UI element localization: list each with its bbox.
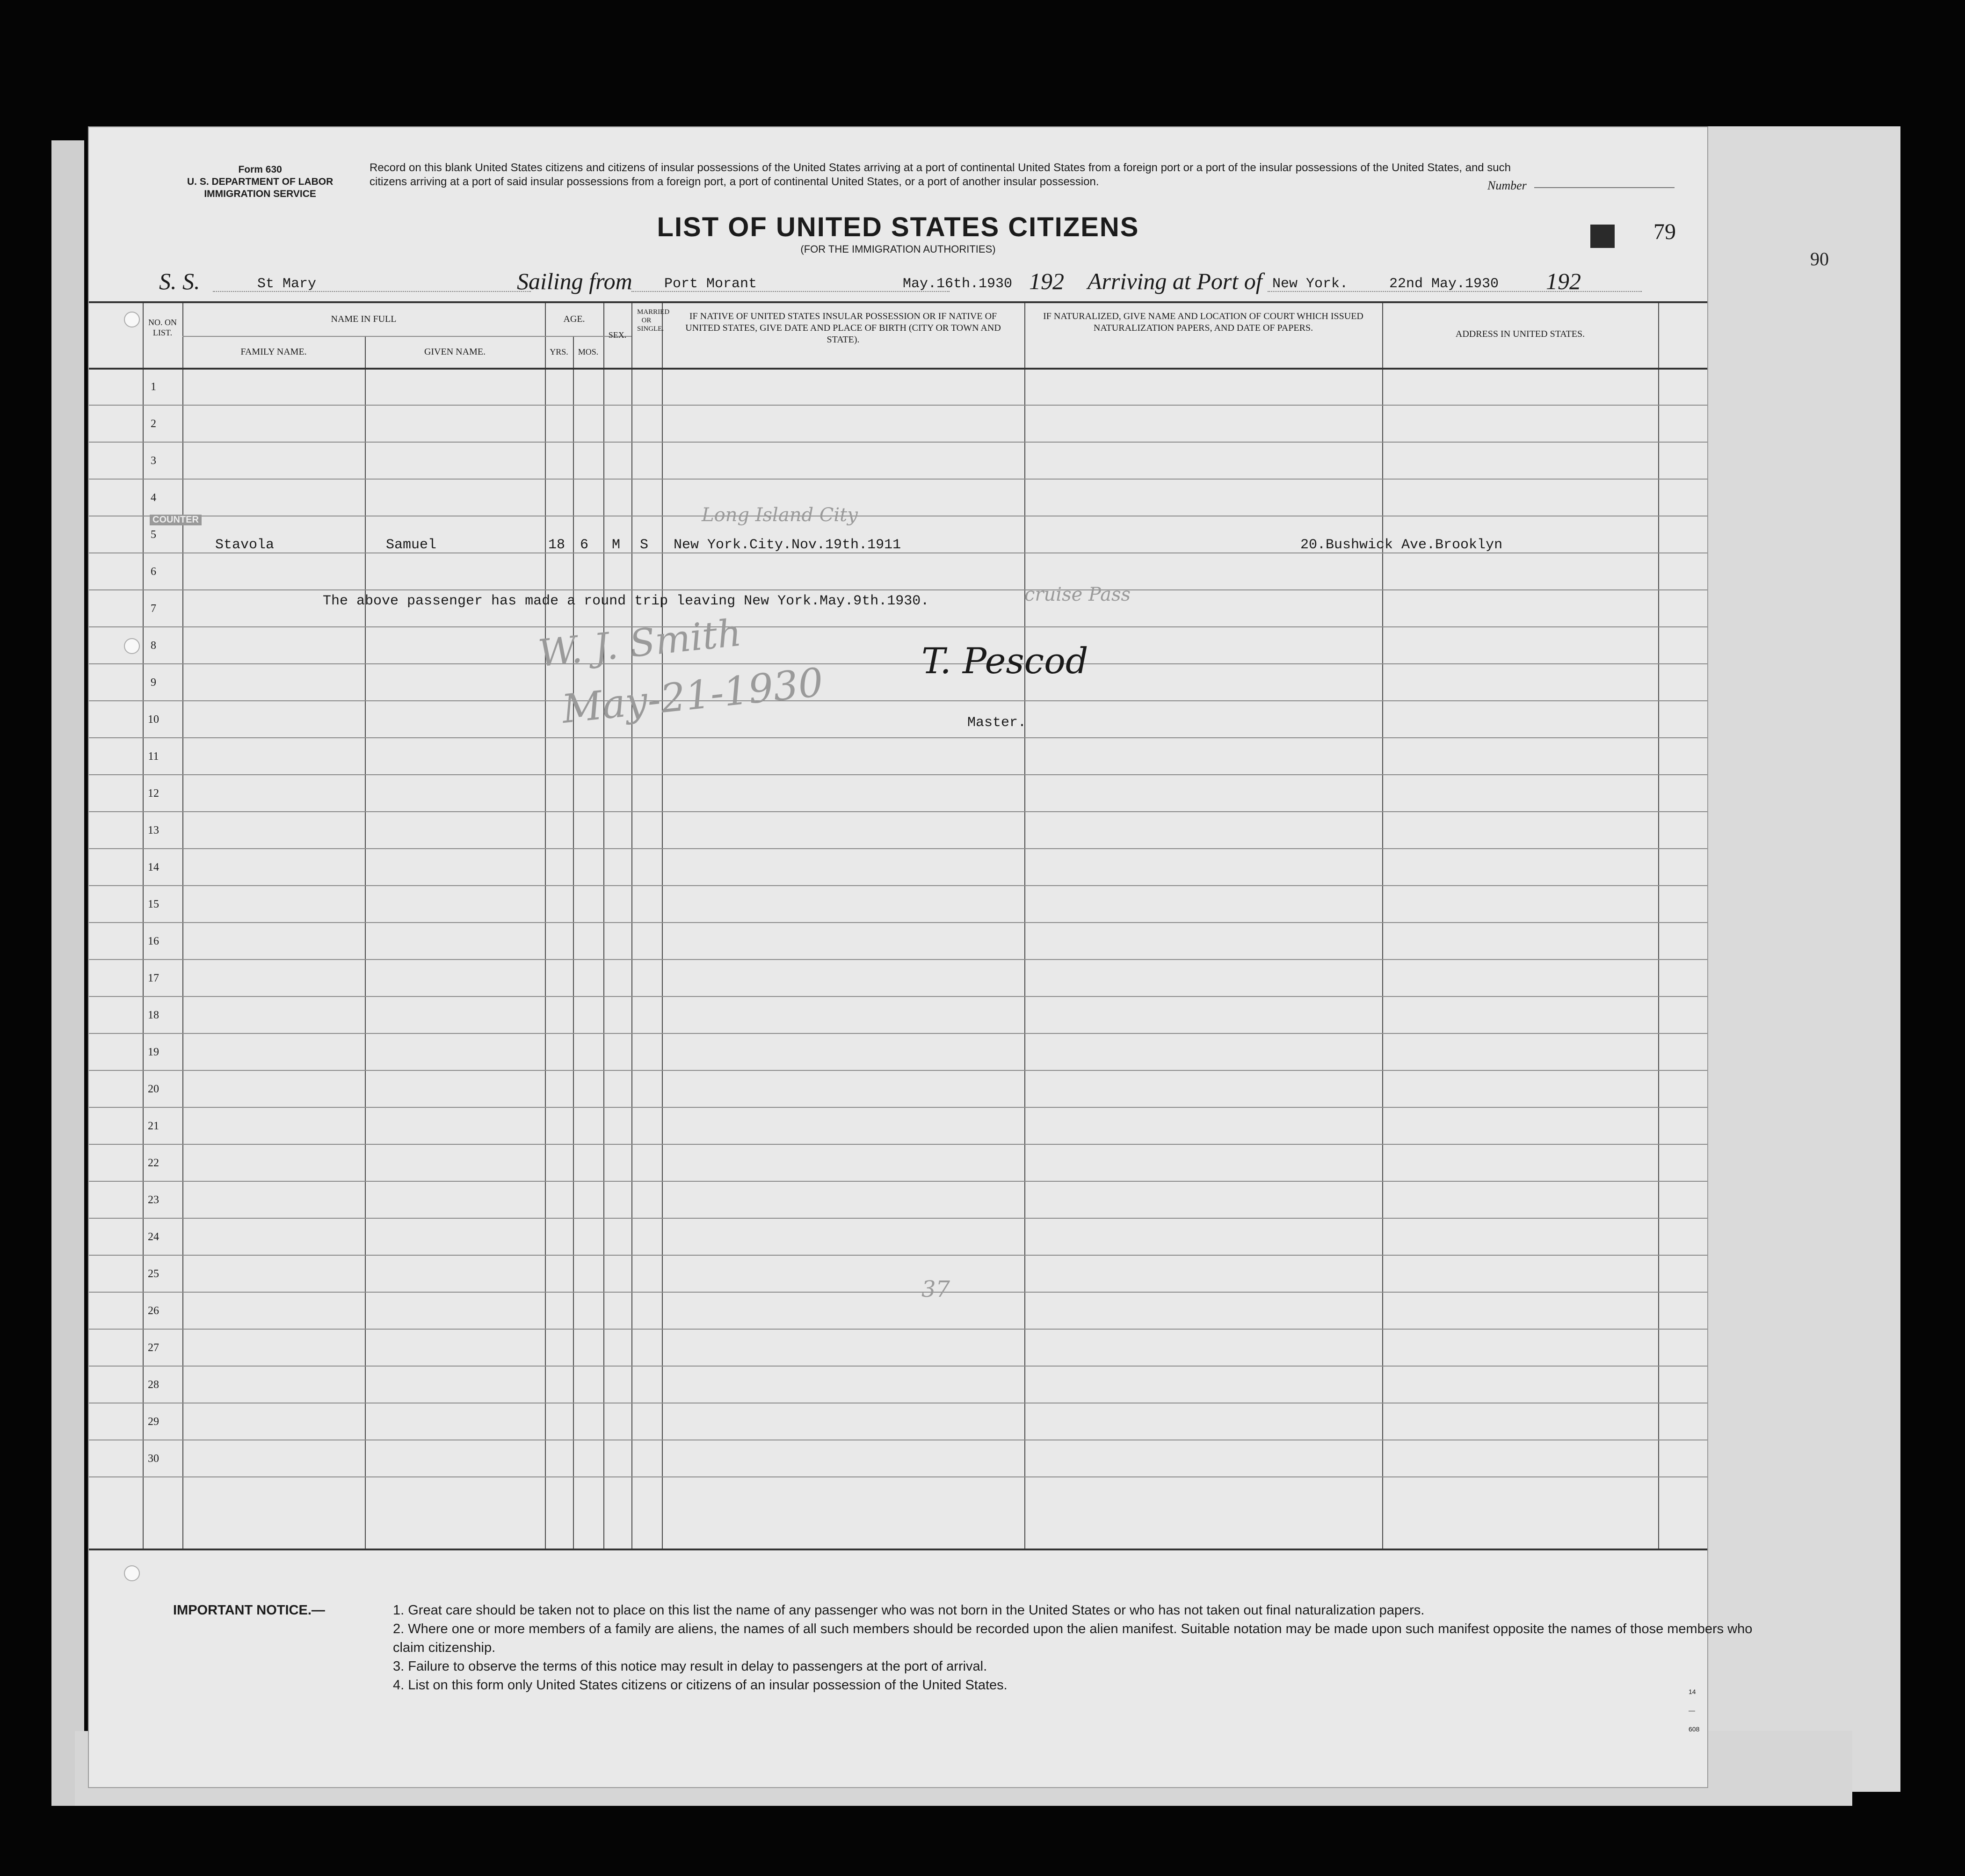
header-married: MARRIED OR SINGLE. (637, 308, 670, 333)
notice-item: 3. Failure to observe the terms of this notice may result in delay to passengers at the port of arrival. (393, 1659, 987, 1674)
table-row (89, 1255, 1707, 1256)
binder-hole (124, 1565, 140, 1581)
row-number: 16 (148, 935, 159, 947)
table-row (89, 663, 1707, 664)
table-row (89, 922, 1707, 923)
table-row (89, 700, 1707, 701)
table-row (89, 1181, 1707, 1182)
entry-mos: 6 (580, 537, 589, 553)
ship-name: St Mary (257, 276, 317, 292)
table-row (89, 1292, 1707, 1293)
table-row (89, 442, 1707, 443)
header-subdivider (182, 336, 631, 337)
year-print-2: 192 (1546, 268, 1581, 294)
header-mos: MOS. (578, 347, 599, 356)
remark: The above passenger has made a round trip leaving New York.May.9th.1930. (323, 593, 929, 609)
row-number: 14 (148, 861, 159, 873)
handwritten-official-signature: W. J. Smith (536, 611, 744, 676)
table-row (89, 737, 1707, 738)
arrival-port: New York. (1272, 276, 1349, 292)
row-number: 23 (148, 1194, 159, 1206)
row-number: 12 (148, 787, 159, 800)
binder-hole (124, 312, 140, 327)
row-number: 1 (151, 381, 156, 393)
list-stamp-number: 79 (1653, 219, 1676, 244)
row-number: 25 (148, 1268, 159, 1280)
year-print-1: 192 (1029, 268, 1064, 294)
header-address: ADDRESS IN UNITED STATES. (1455, 329, 1585, 339)
table-row (89, 1366, 1707, 1367)
col-divider (1382, 303, 1383, 1549)
col-divider (631, 303, 632, 1549)
form-number: Form 630 (238, 164, 282, 175)
table-row (89, 959, 1707, 960)
table-row (89, 589, 1707, 590)
departure-port: Port Morant (664, 276, 757, 292)
row-number: 5 (151, 529, 156, 541)
service: IMMIGRATION SERVICE (204, 189, 316, 199)
underlying-sheet (1693, 126, 1900, 1792)
table-row (89, 1144, 1707, 1145)
col-divider (603, 303, 604, 1549)
row-number: 9 (151, 676, 156, 689)
row-number: 20 (148, 1083, 159, 1095)
print-code: 14—608 (1689, 1688, 1700, 1733)
notice-item: 2. Where one or more members of a family are aliens, the names of all such members should be recorded upon the alien manifest. Suitable notation may be made upon such manifest opposite the names of those members who claim citizenship. (393, 1622, 1753, 1655)
row-number: 6 (151, 566, 156, 578)
col-divider (1658, 303, 1659, 1549)
col-divider (662, 303, 663, 1549)
department: U. S. DEPARTMENT OF LABOR (187, 176, 334, 187)
sailing-label: Sailing from (517, 268, 632, 294)
header-age: AGE. (563, 314, 585, 324)
arrival-date: 22nd May.1930 (1389, 276, 1499, 292)
page-subtitle: (FOR THE IMMIGRATION AUTHORITIES) (800, 243, 996, 255)
header-birth: IF NATIVE OF UNITED STATES INSULAR POSSESSION OR IF NATIVE OF UNITED STATES, GIVE DATE AND PLACE OF BIRTH (CITY OR TOWN AND STATE). (685, 311, 1001, 345)
row-number: 29 (148, 1416, 159, 1428)
row-number: 19 (148, 1046, 159, 1058)
entry-marital: S (640, 537, 649, 553)
header-family-name: FAMILY NAME. (240, 347, 307, 357)
entry-address: 20.Bushwick Ave.Brooklyn (1300, 537, 1503, 553)
handwritten-page-mark: 37 (921, 1276, 950, 1302)
entry-family-name: Stavola (215, 537, 275, 553)
table-row (89, 774, 1707, 775)
number-label: Number (1487, 179, 1527, 192)
notice-title: IMPORTANT NOTICE.— (173, 1603, 325, 1618)
table-row (89, 811, 1707, 812)
manifest-table (89, 303, 1707, 1600)
header-given-name: GIVEN NAME. (424, 347, 486, 357)
table-row (89, 1107, 1707, 1108)
row-number: 8 (151, 640, 156, 652)
entry-sex: M (612, 537, 621, 553)
handwritten-date: May-21-1930 (559, 659, 826, 733)
entry-given-name: Samuel (386, 537, 437, 553)
row-number: 4 (151, 492, 156, 504)
col-divider (143, 303, 144, 1549)
table-row (89, 848, 1707, 849)
number-field (1534, 187, 1675, 188)
row-number: 21 (148, 1120, 159, 1132)
row-number: 24 (148, 1231, 159, 1243)
header-naturalized: IF NATURALIZED, GIVE NAME AND LOCATION OF COURT WHICH ISSUED NATURALIZATION PAPERS, AND DATE OF PAPERS. (1043, 311, 1363, 333)
col-divider (182, 303, 183, 1549)
arriving-label: Arriving at Port of (1088, 268, 1262, 294)
header-sex: SEX. (608, 330, 627, 340)
table-row (89, 1033, 1707, 1034)
header-name-in-full: NAME IN FULL (331, 314, 397, 324)
row-number: 17 (148, 972, 159, 984)
form-id (187, 164, 333, 200)
notice-item: 4. List on this form only United States citizens or citizens of an insular possession of the United States. (393, 1678, 1008, 1693)
table-row (89, 1070, 1707, 1071)
table-row (89, 405, 1707, 406)
row-number: 2 (151, 418, 156, 430)
row-number: 7 (151, 603, 156, 615)
row-number: 18 (148, 1009, 159, 1021)
col-divider (1024, 303, 1025, 1549)
notice-item: 1. Great care should be taken not to place on this list the name of any passenger who was not born in the United States or who has not taken out final naturalization papers. (393, 1603, 1425, 1618)
table-row (89, 1476, 1707, 1477)
table-row (89, 626, 1707, 627)
left-sheet-edge (51, 140, 84, 1806)
page-title: LIST OF UNITED STATES CITIZENS (657, 212, 1139, 242)
sailing-date: May.16th.1930 (903, 276, 1013, 292)
row-number: 28 (148, 1379, 159, 1391)
table-row (89, 996, 1707, 997)
binder-hole (124, 638, 140, 654)
col-divider (545, 303, 546, 1549)
row-number: 11 (148, 750, 159, 763)
row-number: 10 (148, 713, 159, 726)
header-yrs: YRS. (550, 347, 568, 356)
handwritten-cruise-note: cruise Pass (1024, 584, 1131, 605)
handwritten-birth-note: Long Island City (702, 504, 858, 526)
row-number: 13 (148, 824, 159, 836)
row-number: 22 (148, 1157, 159, 1169)
table-row (89, 479, 1707, 480)
counter-stamp: COUNTER (150, 515, 202, 525)
entry-birth: New York.City.Nov.19th.1911 (674, 537, 901, 553)
master-signature: T. Pescod (921, 640, 1088, 682)
row-number: 30 (148, 1453, 159, 1465)
header-no: NO. ON LIST. (148, 318, 177, 337)
table-bottom-rule (89, 1549, 1707, 1550)
manifest-page (89, 127, 1753, 1787)
header-bottom-rule (89, 368, 1707, 370)
row-number: 26 (148, 1305, 159, 1317)
ss-label: S. S. (159, 268, 200, 294)
col-divider (573, 336, 574, 1549)
row-number: 3 (151, 455, 156, 467)
table-row (89, 1329, 1707, 1330)
row-number: 27 (148, 1342, 159, 1354)
master-label: Master. (967, 715, 1027, 731)
col-divider (365, 336, 366, 1549)
row-number: 15 (148, 898, 159, 910)
form-instructions: Record on this blank United States citizens and citizens of insular possessions of the United States arriving at a port of continental United States from a foreign port or a port of the insular possessions of the United States, and such citizens arriving at a port of said insular possessions from a foreign port, a port of continental United States, or a port of another insular possession. (370, 161, 1511, 188)
entry-yrs: 18 (548, 537, 566, 553)
table-row (89, 885, 1707, 886)
side-page-number: 90 (1810, 248, 1829, 269)
table-row (89, 1218, 1707, 1219)
